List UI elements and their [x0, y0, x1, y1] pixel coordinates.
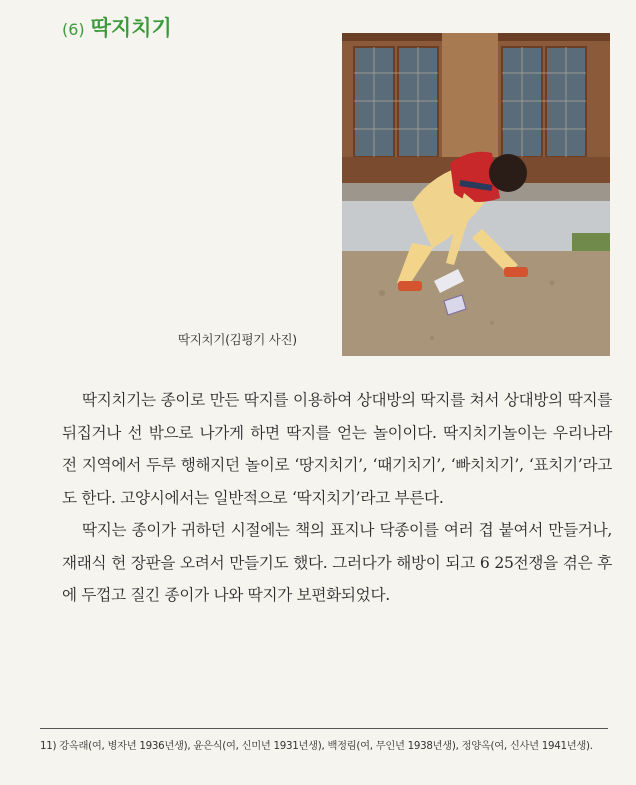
photo-caption: 딱지치기(김평기 사진): [178, 332, 297, 347]
photo-illustration: [342, 33, 610, 356]
paragraph-1: 딱지치기는 종이로 만든 딱지를 이용하여 상대방의 딱지를 쳐서 상대방의 딱지를 뒤집거나 선 밖으로 나가게 하면 딱지를 얻는 놀이이다. 딱지치기놀이는 우리나라 전 지역에서 두루 행해지던 놀이로 ‘땅지치기’, ‘때기치기’, ‘빠치치기’, ‘표치기’라고도 한다. 고양시에서는 일반적으로 ‘딱지치기’라고 부른다.: [62, 391, 612, 507]
footnote: 11) 강옥래(여, 병자년 1936년생), 윤은식(여, 신미년 1931년생), 백정림(여, 무인년 1938년생), 정양옥(여, 신사년 1941년생).: [40, 740, 593, 752]
body-text: [62, 384, 612, 612]
section-title: 딱지치기: [90, 16, 172, 40]
section-number: (6): [62, 20, 85, 39]
section-heading: [62, 12, 172, 42]
footnote-divider: [40, 728, 608, 729]
paragraph-2: 딱지는 종이가 귀하던 시절에는 책의 표지나 닥종이를 여러 겹 붙여서 만들거나, 재래식 헌 장판을 오려서 만들기도 했다. 그러다가 해방이 되고 6 25전쟁을 겪은 후에 두껍고 질긴 종이가 나와 딱지가 보편화되었다.: [62, 521, 612, 604]
photo-ttakji-game: [342, 33, 610, 356]
